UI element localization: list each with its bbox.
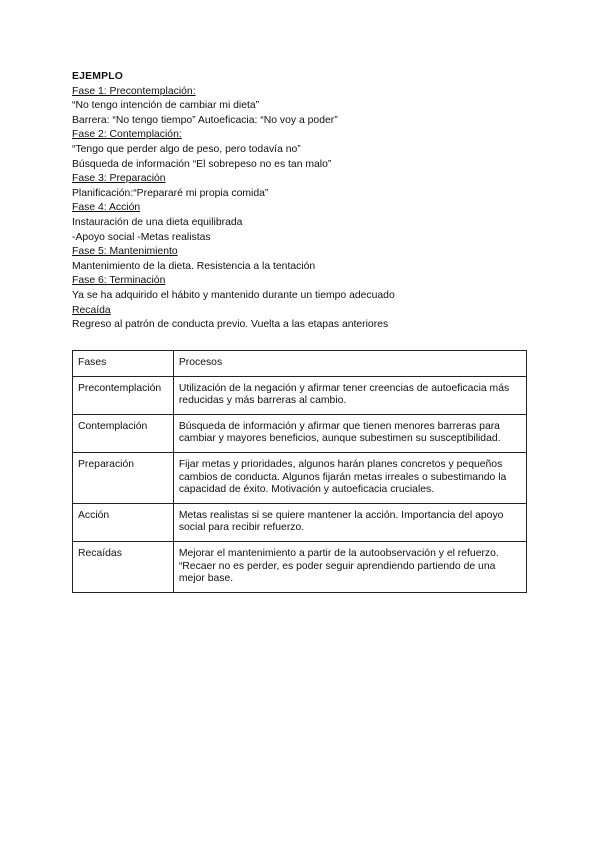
phase-1-line: “No tengo intención de cambiar mi dieta” — [72, 100, 260, 112]
relapse-heading: Recaída — [72, 304, 111, 316]
phase-3-line: Planificación:“Prepararé mi propia comida” — [72, 187, 269, 199]
table-row — [73, 376, 527, 414]
row-fase: Recaídas — [73, 541, 174, 592]
row-proceso: Mejorar el mantenimiento a partir de la autoobservación y el refuerzo. “Recaer no es perder, es poder seguir aprendiendo partiendo de una mejor base. — [173, 541, 526, 592]
row-proceso: Fijar metas y prioridades, algunos harán planes concretos y pequeños cambios de conducta. Algunos fijarán metas irreales o subestimando la capacidad de éxito. Motivación y autoeficacia cruciales. — [173, 452, 526, 503]
phase-2-heading: Fase 2: Contemplación: — [72, 129, 182, 141]
row-proceso: Utilización de la negación y afirmar tener creencias de autoeficacia más reducidas y más barreras al cambio. — [173, 376, 526, 414]
table-header-row — [73, 351, 527, 377]
phase-4-line: -Apoyo social -Metas realistas — [72, 231, 211, 243]
phase-4-heading: Fase 4: Acción — [72, 202, 141, 214]
row-proceso: Búsqueda de información y afirmar que tienen menores barreras para cambiar y mayores beneficios, aunque subestimen su susceptibilidad. — [173, 414, 526, 452]
table-row — [73, 414, 527, 452]
row-fase: Acción — [73, 503, 174, 541]
phase-4-line: Instauración de una dieta equilibrada — [72, 216, 243, 228]
phases-table — [72, 350, 527, 593]
row-proceso: Metas realistas si se quiere mantener la acción. Importancia del apoyo social para recibir refuerzo. — [173, 503, 526, 541]
row-fase: Preparación — [73, 452, 174, 503]
row-fase: Contemplación — [73, 414, 174, 452]
header-procesos: Procesos — [173, 351, 526, 377]
table-row — [73, 503, 527, 541]
phase-1-heading: Fase 1: Precontemplación: — [72, 85, 196, 97]
row-fase: Precontemplación — [73, 376, 174, 414]
example-title: EJEMPLO — [72, 71, 124, 82]
phase-5-heading: Fase 5: Mantenimiento — [72, 246, 178, 258]
table-row — [73, 452, 527, 503]
phase-5-line: Mantenimiento de la dieta. Resistencia a la tentación — [72, 260, 316, 272]
phase-2-line: “Tengo que perder algo de peso, pero todavía no” — [72, 143, 301, 155]
example-section — [72, 70, 528, 333]
phase-1-line: Barrera: “No tengo tiempo” Autoeficacia: “No voy a poder” — [72, 114, 338, 126]
header-fases: Fases — [73, 351, 174, 377]
phase-2-line: Búsqueda de información “El sobrepeso no es tan malo” — [72, 158, 332, 170]
phase-6-heading: Fase 6: Terminación — [72, 275, 166, 287]
table-row — [73, 541, 527, 592]
phase-3-heading: Fase 3: Preparación — [72, 173, 166, 185]
relapse-line: Regreso al patrón de conducta previo. Vuelta a las etapas anteriores — [72, 319, 389, 331]
phase-6-line: Ya se ha adquirido el hábito y mantenido durante un tiempo adecuado — [72, 289, 395, 301]
